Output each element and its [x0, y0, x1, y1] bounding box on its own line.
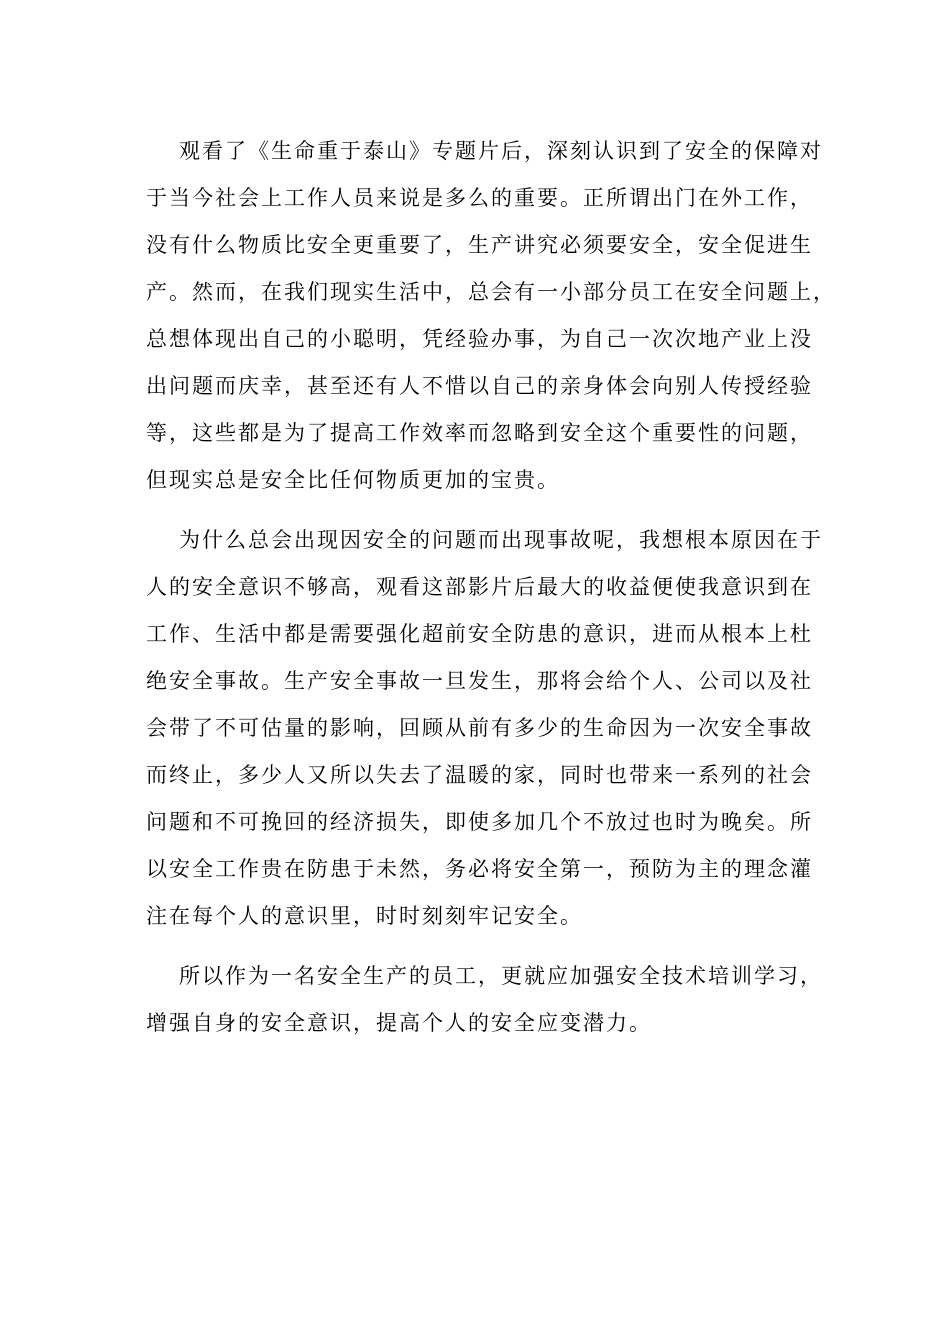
text-line: 增强自身的安全意识，提高个人的安全应变潜力。: [146, 1011, 652, 1035]
text-line: 问题和不可挽回的经济损失，即使多加几个不放过也时为晚矣。所: [146, 810, 813, 834]
paragraph-1: [146, 128, 836, 504]
text-line: 绝安全事故。生产安全事故一旦发生，那将会给个人、公司以及社: [146, 669, 813, 693]
text-line: 为什么总会出现因安全的问题而出现事故呢，我想根本原因在于: [179, 528, 823, 552]
paragraph-2: [146, 517, 823, 940]
text-line: 注在每个人的意识里，时时刻刻牢记安全。: [146, 904, 583, 928]
text-line: 以安全工作贵在防患于未然，务必将安全第一，预防为主的理念灌: [146, 857, 813, 881]
text-line: 总想体现出自己的小聪明，凭经验办事，为自己一次次地产业上没: [146, 327, 813, 351]
text-line: 产。然而，在我们现实生活中，总会有一小部分员工在安全问题上，: [146, 280, 836, 304]
text-line: 工作、生活中都是需要强化超前安全防患的意识，进而从根本上杜: [146, 622, 813, 646]
text-line: 但现实总是安全比任何物质更加的宝贵。: [146, 468, 560, 492]
text-line: 等，这些都是为了提高工作效率而忽略到安全这个重要性的问题，: [146, 421, 813, 445]
text-line: 出问题而庆幸，甚至还有人不惜以自己的亲身体会向别人传授经验: [146, 374, 813, 398]
text-line: 所以作为一名安全生产的员工，更就应加强安全技术培训学习，: [179, 964, 823, 988]
text-line: 会带了不可估量的影响，回顾从前有多少的生命因为一次安全事故: [146, 716, 813, 740]
text-line: 于当今社会上工作人员来说是多么的重要。正所谓出门在外工作，: [146, 186, 813, 210]
text-line: 而终止，多少人又所以失去了温暖的家，同时也带来一系列的社会: [146, 763, 813, 787]
text-line: 人的安全意识不够高，观看这部影片后最大的收益便使我意识到在: [146, 575, 813, 599]
text-line: 观看了《生命重于泰山》专题片后，深刻认识到了安全的保障对: [179, 139, 823, 163]
text-line: 没有什么物质比安全更重要了，生产讲究必须要安全，安全促进生: [146, 233, 813, 257]
document-body: [146, 128, 836, 1047]
paragraph-3: [146, 953, 823, 1047]
